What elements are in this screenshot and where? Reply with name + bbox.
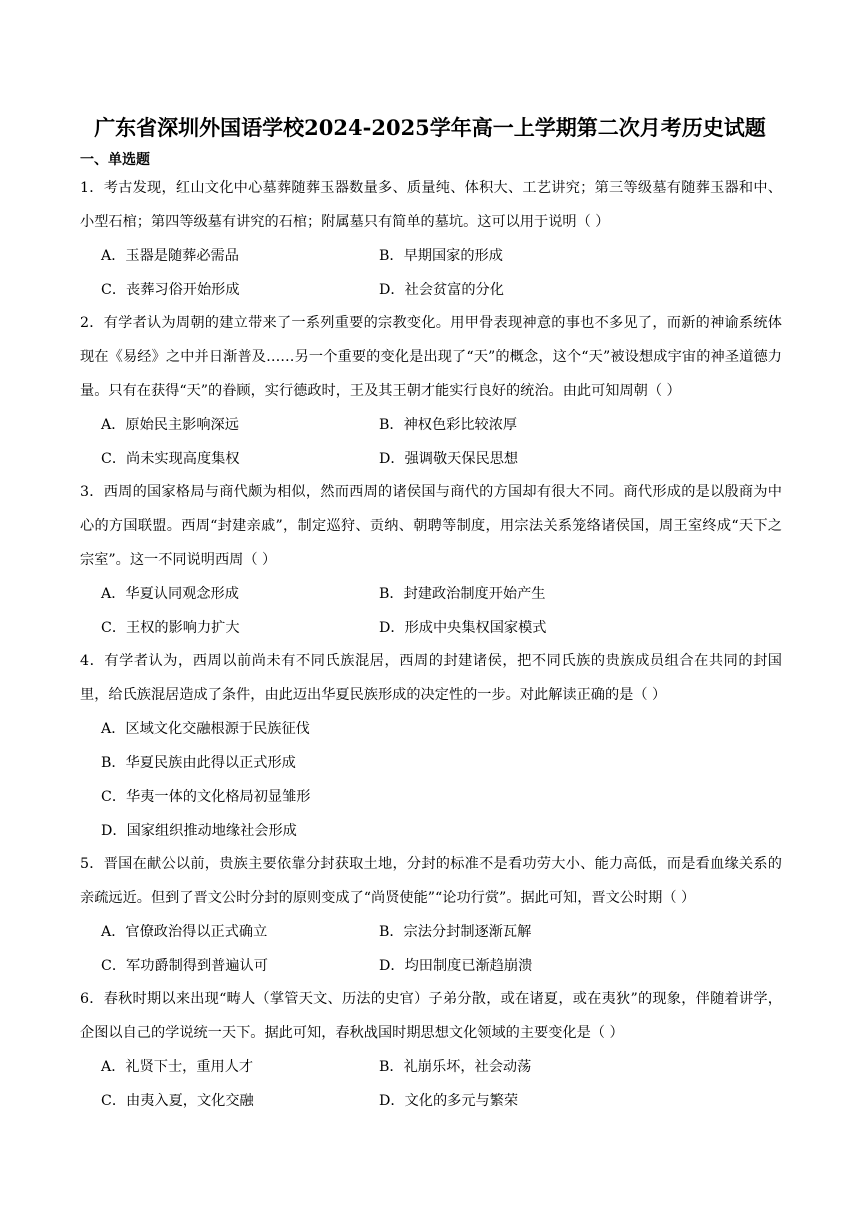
question-3-option-b[interactable]: B．封建政治制度开始产生 <box>379 586 546 602</box>
question-1-stem: 1．考古发现，红山文化中心墓葬随葬玉器数量多、质量纯、体积大、工艺讲究；第三等级墓有随葬玉器和中、小型石棺；第四等级墓有讲究的石棺；附属墓只有简单的墓坑。这可以用于说明（ ） <box>80 180 782 230</box>
question-2-stem: 2．有学者认为周朝的建立带来了一系列重要的宗教变化。用甲骨表现神意的事也不多见了，而新的神谕系统体现在《易经》之中并日渐普及……另一个重要的变化是出现了“天”的概念，这个“天”被设想成宇宙的神圣道德力量。只有在获得“天”的眷顾，实行德政时，王及其王朝才能实行良好的统治。由此可知周朝（ ） <box>80 315 782 399</box>
question-5-option-a[interactable]: A．官僚政治得以正式确立 <box>101 924 268 940</box>
question-5-option-c[interactable]: C．军功爵制得到普遍认可 <box>101 958 268 974</box>
question-2-option-a[interactable]: A．原始民主影响深远 <box>101 417 239 433</box>
exam-title: 广东省深圳外国语学校2024-2025学年高一上学期第二次月考历史试题 <box>94 115 766 140</box>
question-5-option-d[interactable]: D．均田制度已渐趋崩溃 <box>379 958 533 974</box>
question-4-option-b[interactable]: B．华夏民族由此得以正式形成 <box>101 755 296 771</box>
question-3-option-a[interactable]: A．华夏认同观念形成 <box>101 586 239 602</box>
question-6-option-d[interactable]: D．文化的多元与繁荣 <box>379 1093 519 1109</box>
question-3-stem: 3．西周的国家格局与商代颇为相似，然而西周的诸侯国与商代的方国却有很大不同。商代形成的是以殷商为中心的方国联盟。西周“封建亲戚”，制定巡狩、贡纳、朝聘等制度，用宗法关系笼络诸侯国，周王室终成“天下之宗室”。这一不同说明西周（ ） <box>80 484 782 568</box>
section-heading: 一、单选题 <box>80 152 150 168</box>
question-3-option-c[interactable]: C．王权的影响力扩大 <box>101 620 240 636</box>
question-2-option-c[interactable]: C．尚未实现高度集权 <box>101 451 240 467</box>
question-5-stem: 5．晋国在献公以前，贵族主要依靠分封获取土地，分封的标准不是看功劳大小、能力高低，而是看血缘关系的亲疏远近。但到了晋文公时分封的原则变成了“尚贤使能”“论功行赏”。据此可知，晋文公时期（ ） <box>80 856 782 906</box>
question-4-option-d[interactable]: D．国家组织推动地缘社会形成 <box>101 823 297 839</box>
question-4-option-a[interactable]: A．区域文化交融根源于民族征伐 <box>101 721 310 737</box>
question-1-option-d[interactable]: D．社会贫富的分化 <box>379 282 504 298</box>
question-4-option-c[interactable]: C．华夷一体的文化格局初显雏形 <box>101 789 311 805</box>
question-6-option-b[interactable]: B．礼崩乐坏，社会动荡 <box>379 1059 532 1075</box>
question-2-option-d[interactable]: D．强调敬天保民思想 <box>379 451 519 467</box>
question-1-option-b[interactable]: B．早期国家的形成 <box>379 248 503 264</box>
question-6-stem: 6．春秋时期以来出现“畴人（掌管天文、历法的史官）子弟分散，或在诸夏，或在夷狄”的现象，伴随着讲学，企图以自己的学说统一天下。据此可知，春秋战国时期思想文化领域的主要变化是（ ） <box>80 991 782 1041</box>
question-2-option-b[interactable]: B．神权色彩比较浓厚 <box>379 417 518 433</box>
question-1-option-a[interactable]: A．玉器是随葬必需品 <box>101 248 239 264</box>
question-1-option-c[interactable]: C．丧葬习俗开始形成 <box>101 282 240 298</box>
question-3-option-d[interactable]: D．形成中央集权国家模式 <box>379 620 547 636</box>
question-6-option-a[interactable]: A．礼贤下士，重用人才 <box>101 1059 254 1075</box>
question-5-option-b[interactable]: B．宗法分封制逐渐瓦解 <box>379 924 532 940</box>
question-6-option-c[interactable]: C．由夷入夏，文化交融 <box>101 1093 254 1109</box>
question-4-stem: 4．有学者认为，西周以前尚未有不同氏族混居，西周的封建诸侯，把不同氏族的贵族成员组合在共同的封国里，给氏族混居造成了条件，由此迈出华夏民族形成的决定性的一步。对此解读正确的是（ ） <box>80 653 782 703</box>
